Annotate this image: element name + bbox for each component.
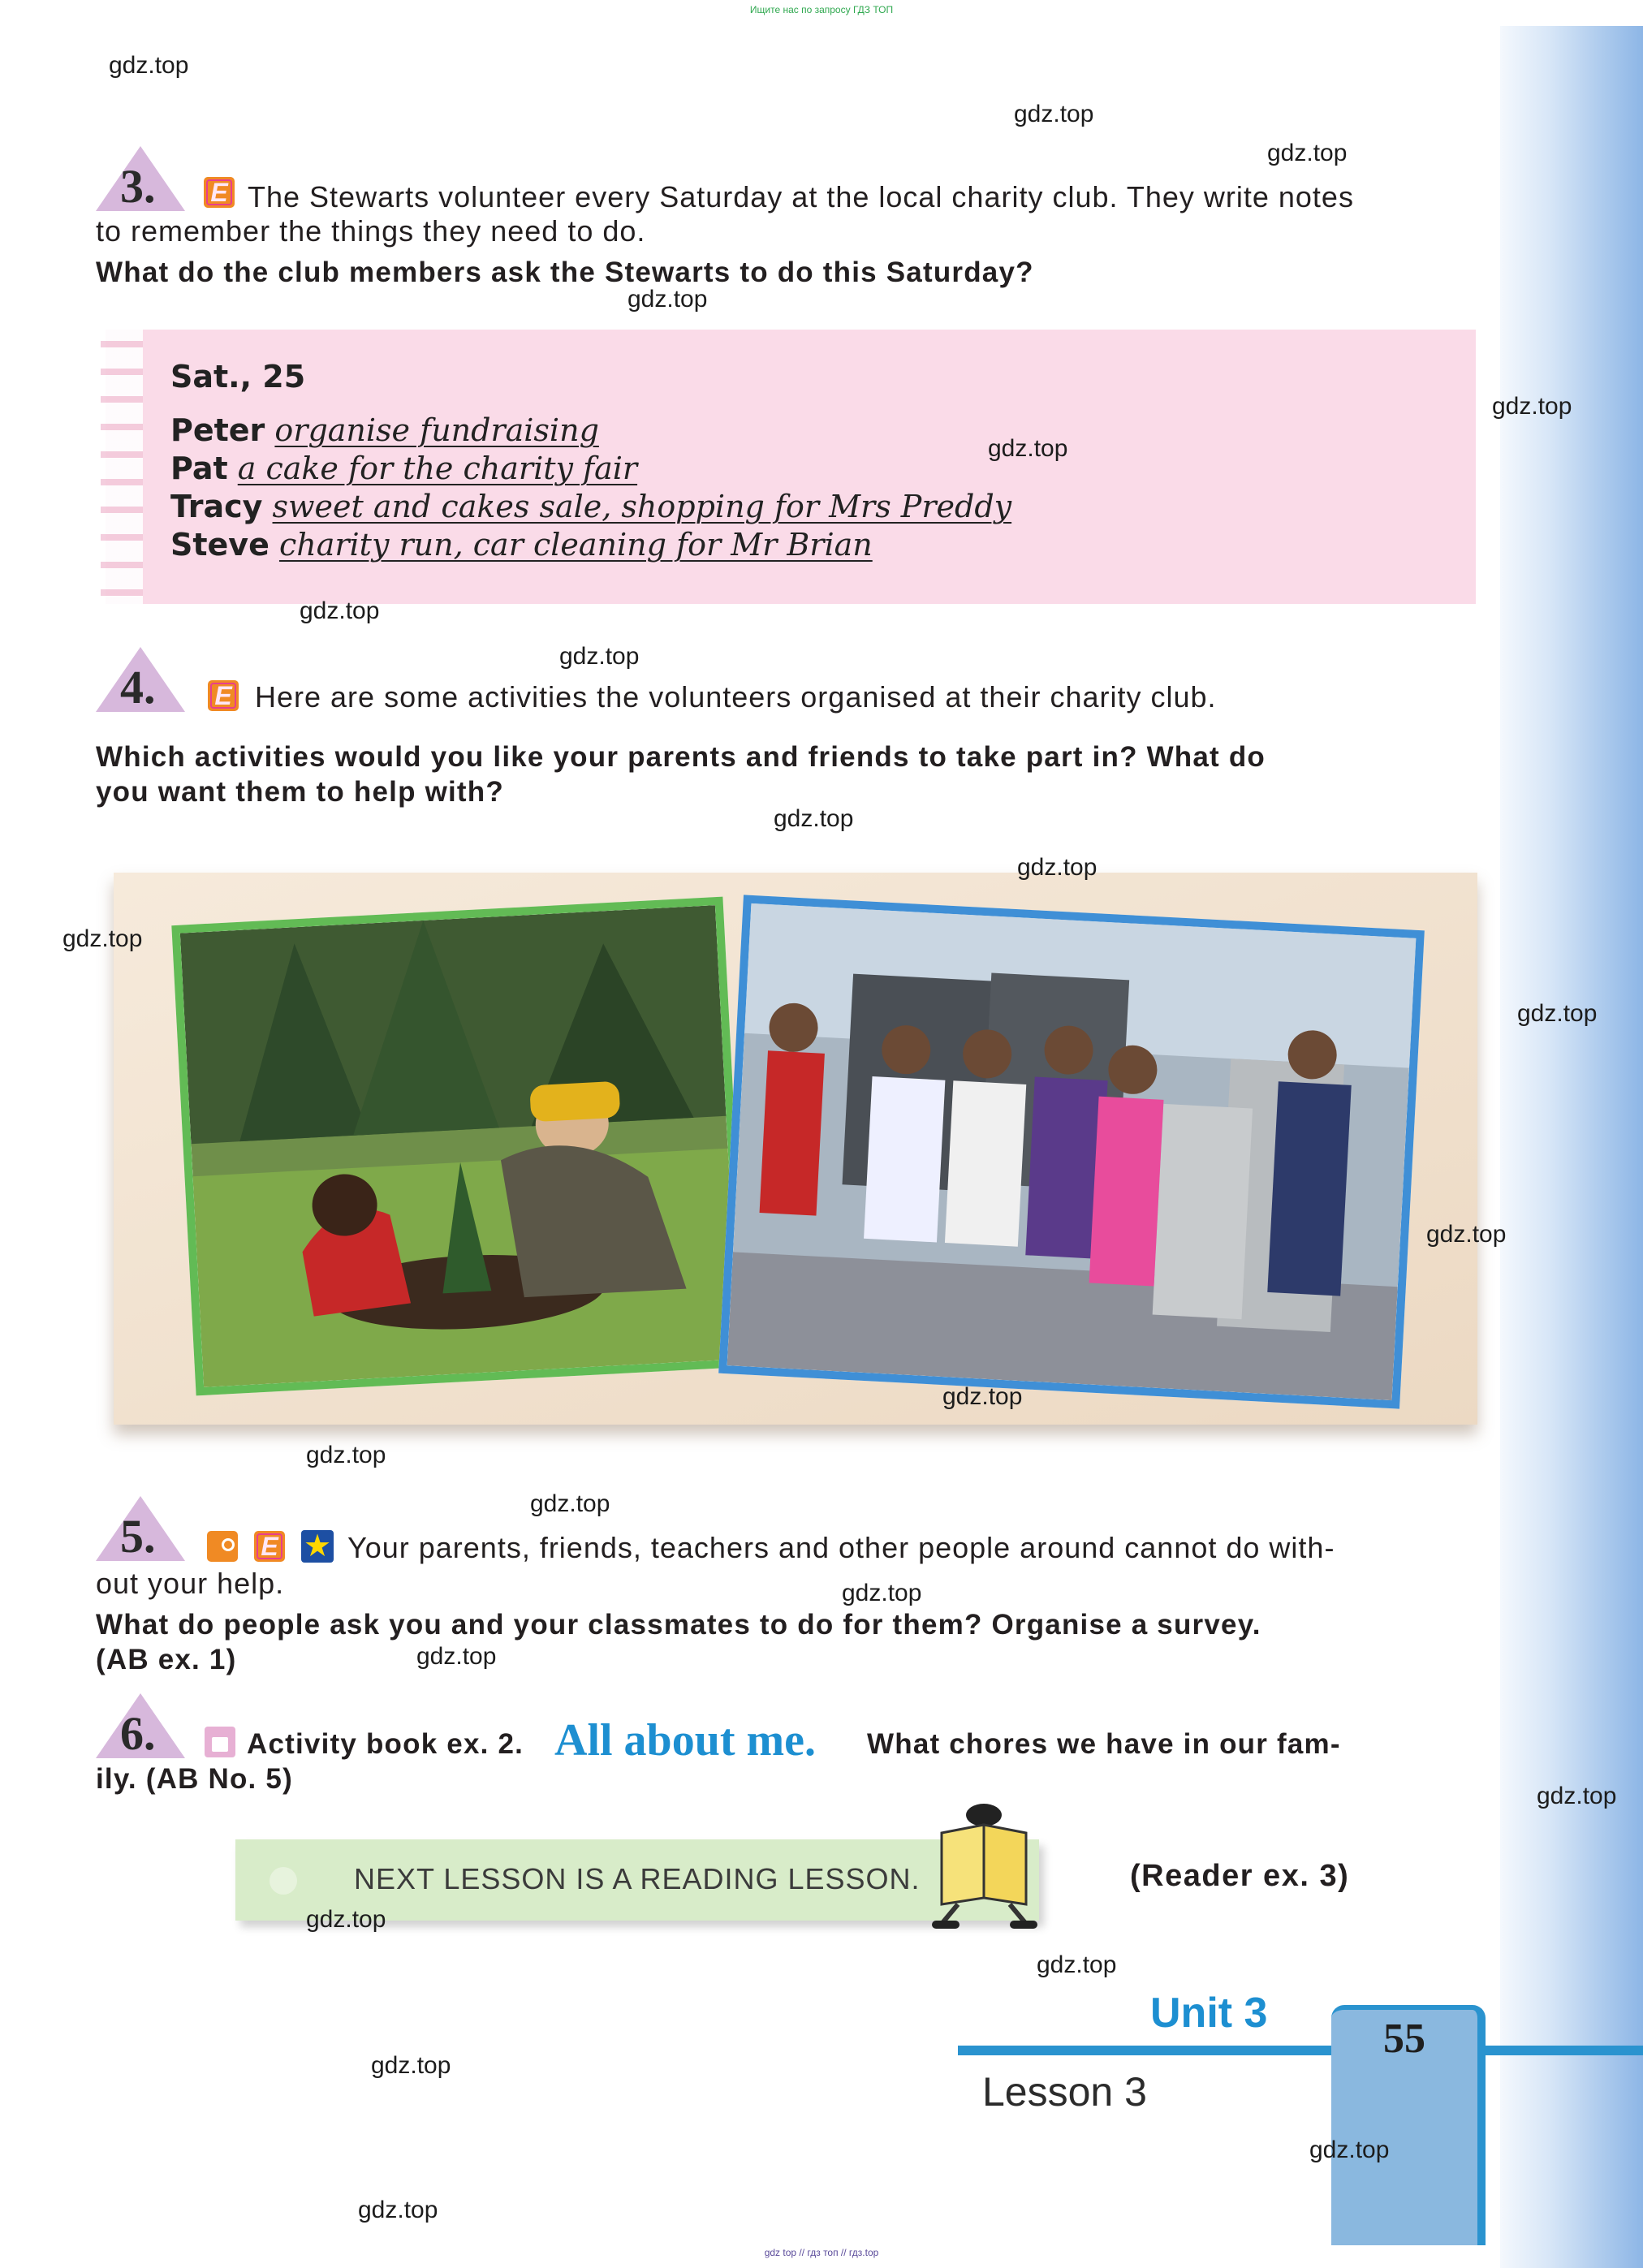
note-row-pat: Pat a cake for the charity fair [170, 451, 638, 486]
speaking-icon [207, 1531, 238, 1562]
watermark: gdz.top [300, 597, 380, 624]
bullet-circle [270, 1867, 297, 1895]
exercise-6-suffix: What chores we have in our fam- [867, 1728, 1341, 1760]
watermark: gdz.top [627, 286, 708, 313]
watermark: gdz.top [306, 1906, 386, 1933]
note-row-tracy: Tracy sweet and cakes sale, shopping for Mrs Preddy [170, 489, 1012, 524]
note-row-peter: Peter organise fundraising [170, 412, 599, 448]
watermark: gdz.top [842, 1580, 922, 1606]
star-icon: ★ [301, 1530, 334, 1563]
watermark: gdz.top [1017, 854, 1097, 881]
watermark: gdz.top [1309, 2136, 1390, 2163]
exercise-5-question-2: (AB ex. 1) [96, 1644, 237, 1675]
exercise-5-number: 5. [120, 1510, 156, 1563]
unit-label: Unit 3 [1150, 1990, 1268, 2037]
watermark: gdz.top [1517, 1000, 1598, 1027]
page-edge-gradient [1500, 26, 1643, 2268]
exercise-6-prefix: Activity book ex. 2. [247, 1728, 524, 1760]
watermark: gdz.top [1492, 393, 1572, 420]
exercise-3-line-2: to remember the things they need to do. [96, 214, 646, 248]
footer-rule [958, 2046, 1643, 2055]
exercise-6-highlight: All about me. [554, 1715, 816, 1766]
next-lesson-text: NEXT LESSON IS A READING LESSON. [354, 1862, 921, 1895]
watermark: gdz.top [416, 1643, 497, 1670]
exercise-4-question-1: Which activities would you like your parents and friends to take part in? What do [96, 741, 1266, 773]
writing-icon: E [254, 1531, 285, 1562]
page-number: 55 [1383, 2016, 1425, 2062]
exercise-3-line-1: The Stewarts volunteer every Saturday at the local charity club. They write notes [248, 180, 1354, 213]
exercise-4-line-1: Here are some activities the volunteers organised at their charity club. [255, 680, 1217, 714]
watermark: gdz.top [358, 2197, 438, 2223]
watermark: gdz.top [530, 1490, 610, 1517]
lesson-label: Lesson 3 [982, 2069, 1147, 2115]
exercise-6-number: 6. [120, 1707, 156, 1760]
exercise-4-number: 4. [120, 661, 156, 714]
watermark: gdz.top [559, 643, 640, 670]
watermark: gdz.top [306, 1442, 386, 1468]
activity-book-icon [205, 1727, 235, 1757]
bottom-note: gdz top // гдз топ // гдз.top [764, 2247, 879, 2258]
watermark: gdz.top [942, 1383, 1023, 1410]
watermark: gdz.top [774, 805, 854, 832]
exercise-5-question-1: What do people ask you and your classmates to do for them? Organise a survey. [96, 1609, 1261, 1641]
exercise-3-number: 3. [120, 160, 156, 213]
exercise-6-line-2: ily. (AB No. 5) [96, 1763, 293, 1795]
watermark: gdz.top [988, 435, 1068, 462]
top-search-note: Ищите нас по запросу ГДЗ ТОП [749, 4, 894, 15]
watermark: gdz.top [1537, 1783, 1617, 1809]
watermark: gdz.top [1037, 1951, 1117, 1978]
exercise-5-line-2: out your help. [96, 1567, 285, 1600]
reading-child-icon [925, 1800, 1047, 1930]
watermark: gdz.top [1267, 140, 1348, 166]
exercise-5-line-1: Your parents, friends, teachers and other people around cannot do with- [347, 1531, 1335, 1564]
watermark: gdz.top [109, 52, 189, 79]
writing-icon: E [208, 680, 239, 711]
exercise-3-question: What do the club members ask the Stewarts to do this Saturday? [96, 257, 1034, 288]
note-torn-edge [101, 330, 143, 604]
tree-planting-photo [171, 897, 747, 1396]
note-date: Sat., 25 [170, 359, 306, 395]
watermark: gdz.top [371, 2052, 451, 2079]
watermark: gdz.top [63, 925, 143, 952]
note-row-steve: Steve charity run, car cleaning for Mr Brian [170, 527, 873, 563]
exercise-4-question-2: you want them to help with? [96, 776, 504, 808]
writing-icon: E [204, 177, 235, 208]
watermark: gdz.top [1014, 101, 1094, 127]
watermark: gdz.top [1426, 1221, 1507, 1248]
recycling-group-photo [718, 895, 1425, 1408]
reader-reference: (Reader ex. 3) [1130, 1859, 1350, 1893]
